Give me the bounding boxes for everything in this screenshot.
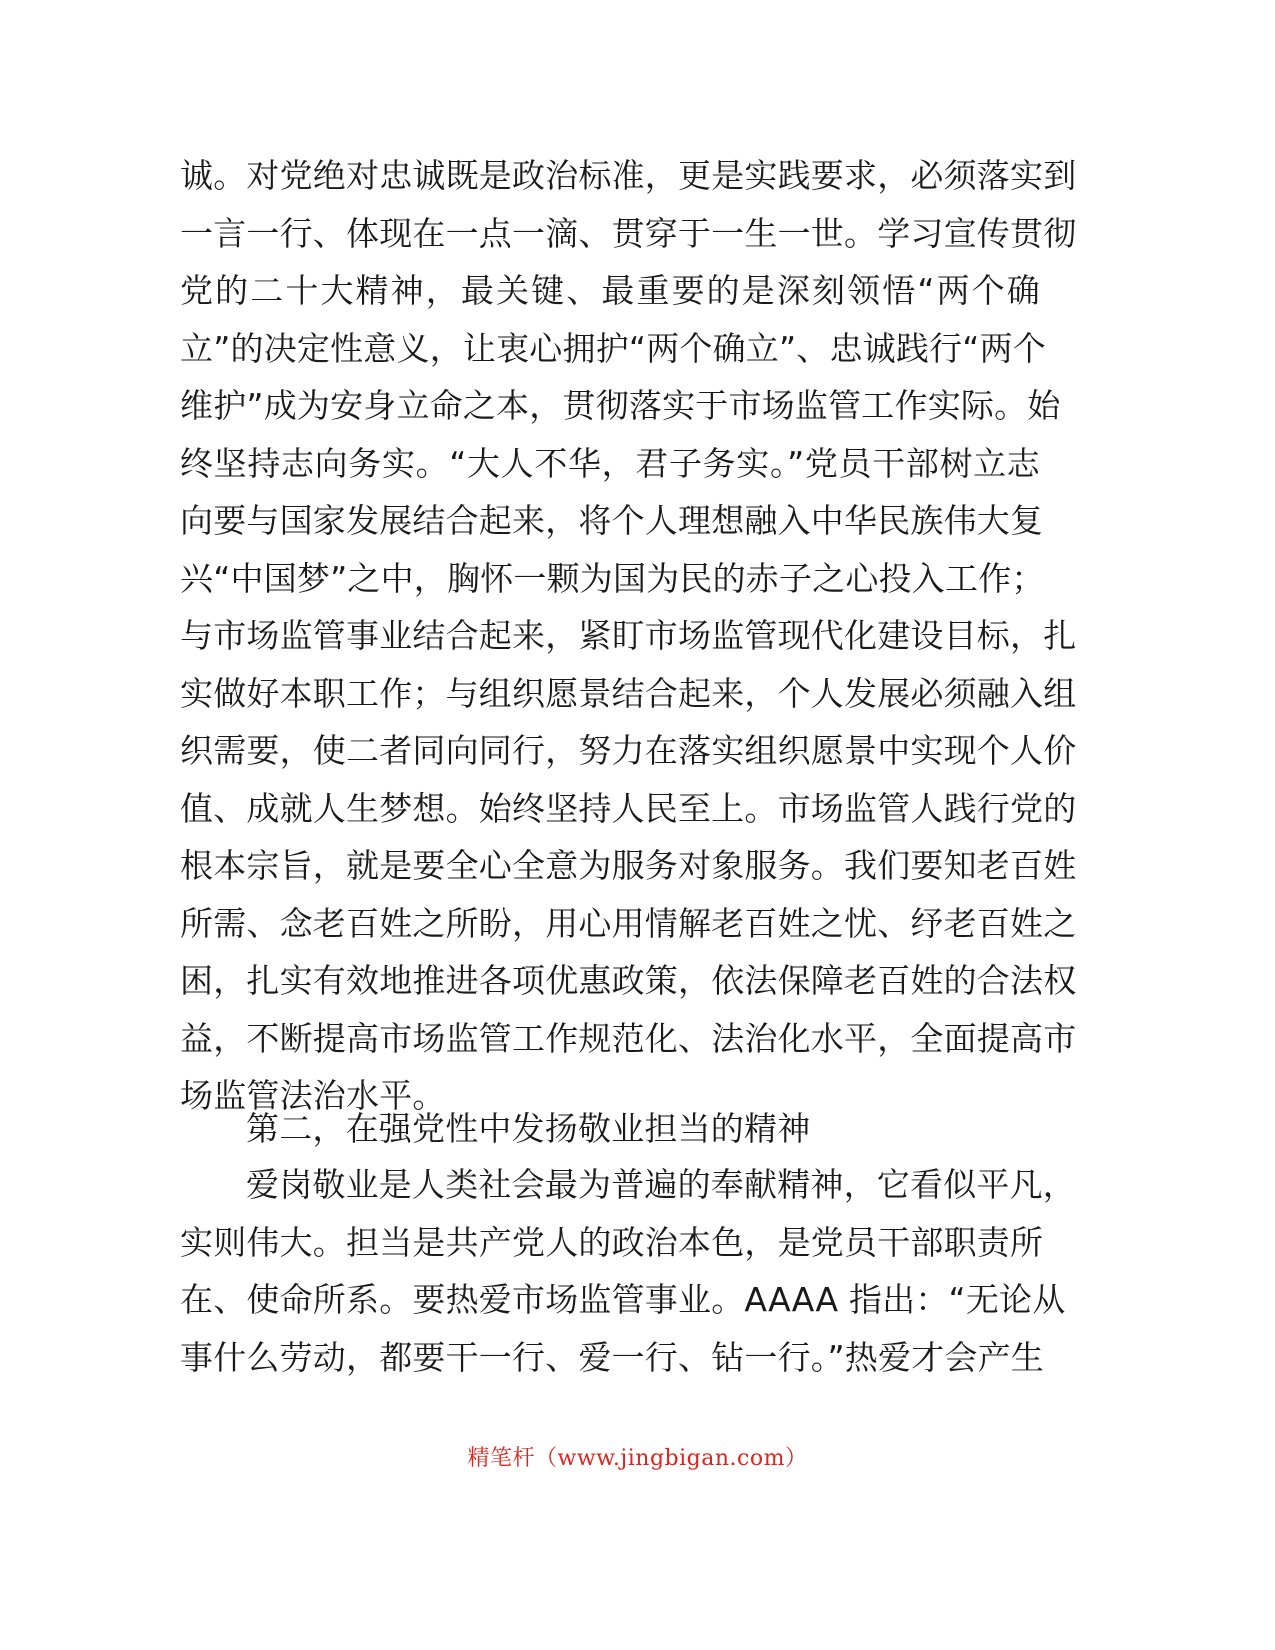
paragraph-line: 兴“中国梦”之中，胸怀一颗为国为民的赤子之心投入工作； (180, 558, 1045, 598)
paragraph-line: 实做好本职工作；与组织愿景结合起来，个人发展必须融入组 (180, 673, 1077, 713)
paragraph-line: 在、使命所系。要热爱市场监管事业。AAAA 指出：“无论从 (180, 1280, 1066, 1319)
section-heading-block (180, 1100, 1040, 1158)
paragraph-line: 诚。对党绝对忠诚既是政治标准，更是实践要求，必须落实到 (180, 156, 1077, 195)
footer-watermark: 精笔杆（www.jingbigan.com） (467, 1446, 808, 1471)
second-paragraph (180, 1156, 1076, 1386)
paragraph-line: 织需要，使二者同向同行，努力在落实组织愿景中实现个人价 (180, 731, 1077, 770)
paragraph-line: 所需、念老百姓之所盼，用心用情解老百姓之忧、纾老百姓之 (180, 903, 1077, 943)
paragraph-line: 终坚持志向务实。“大人不华，君子务实。”党员干部树立志 (180, 443, 1040, 483)
paragraph-line: 立”的决定性意义，让衷心拥护“两个确立”、忠诚践行“两个 (180, 328, 1046, 368)
paragraph-line: 向要与国家发展结合起来，将个人理想融入中华民族伟大复 (180, 501, 1044, 540)
paragraph-line: 一言一行、体现在一点一滴、贯穿于一生一世。学习宣传贯彻 (180, 213, 1077, 253)
paragraph-line: 根本宗旨，就是要全心全意为服务对象服务。我们要知老百姓 (180, 846, 1077, 885)
paragraph-line: 维护”成为安身立命之本，贯彻落实于市场监管工作实际。始 (180, 386, 1061, 425)
paragraph-line: 值、成就人生梦想。始终坚持人民至上。市场监管人践行党的 (180, 788, 1077, 828)
paragraph-line: 困，扎实有效地推进各项优惠政策，依法保障老百姓的合法权 (180, 961, 1077, 1000)
section-heading: 第二，在强党性中发扬敬业担当的精神 (246, 1109, 811, 1148)
body-paragraph (180, 147, 1077, 1125)
paragraph-line: 党的二十大精神，最关键、最重要的是深刻领悟“两个确 (180, 271, 1040, 310)
paragraph-line: 场监管法治水平。 (180, 1076, 446, 1115)
paragraph-line: 事什么劳动，都要干一行、爱一行、钻一行。”热爱才会产生 (180, 1337, 1044, 1377)
paragraph-line: 实则伟大。担当是共产党人的政治本色，是党员干部职责所 (180, 1222, 1044, 1262)
paragraph-line: 益，不断提高市场监管工作规范化、法治化水平，全面提高市 (180, 1018, 1077, 1058)
paragraph-line: 与市场监管事业结合起来，紧盯市场监管现代化建设目标，扎 (180, 616, 1077, 655)
paragraph-line: 爱岗敬业是人类社会最为普遍的奉献精神，它看似平凡， (246, 1165, 1076, 1204)
